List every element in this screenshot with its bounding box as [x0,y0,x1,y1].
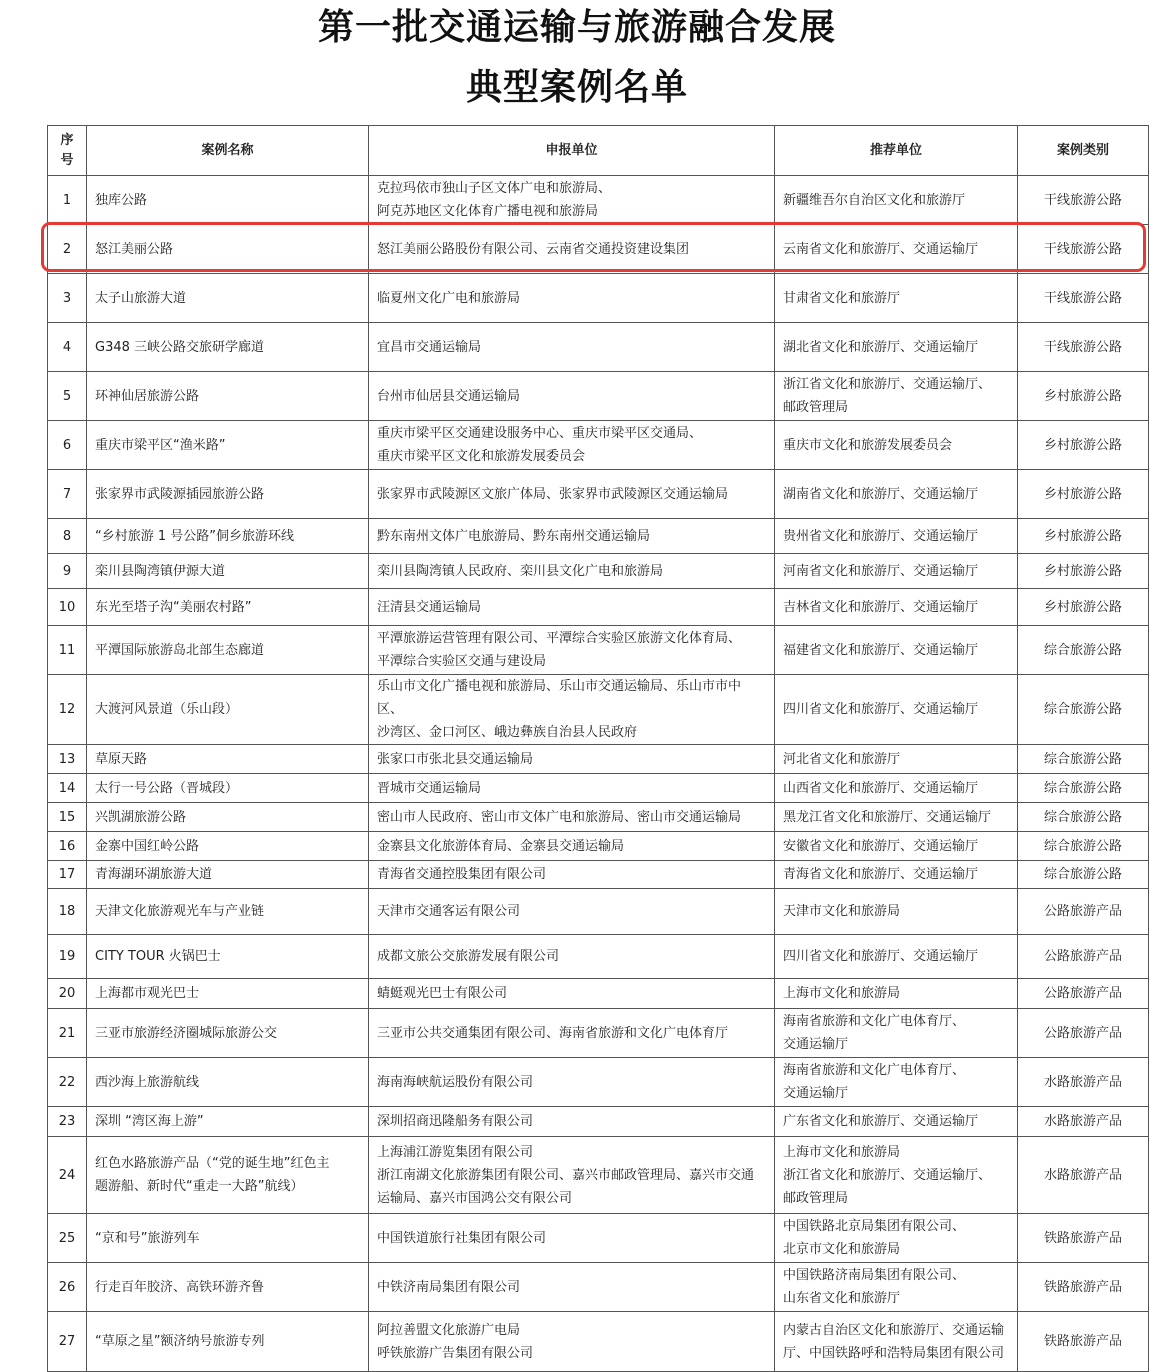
row-applicant: 临夏州文化广电和旅游局 [369,274,775,323]
row-applicant: 成都文旅公交旅游发展有限公司 [369,935,775,979]
table-row [48,519,1149,554]
row-recommender: 山西省文化和旅游厅、交通运输厅 [775,774,1018,803]
row-case-name: “乡村旅游 1 号公路”侗乡旅游环线 [87,519,369,554]
row-index: 1 [48,176,87,225]
row-case-name: “草原之星”额济纳号旅游专列 [87,1312,369,1372]
table-row [48,1107,1149,1137]
row-index: 6 [48,421,87,470]
row-category: 综合旅游公路 [1018,861,1149,889]
row-index: 21 [48,1009,87,1058]
row-applicant: 宜昌市交通运输局 [369,323,775,372]
row-applicant: 青海省交通控股集团有限公司 [369,861,775,889]
row-index: 11 [48,626,87,675]
row-index: 7 [48,470,87,519]
row-recommender: 黑龙江省文化和旅游厅、交通运输厅 [775,803,1018,832]
table-row [48,589,1149,626]
row-recommender: 湖北省文化和旅游厅、交通运输厅 [775,323,1018,372]
row-recommender: 云南省文化和旅游厅、交通运输厅 [775,225,1018,274]
row-recommender: 中国铁路济南局集团有限公司、 山东省文化和旅游厅 [775,1263,1018,1312]
row-case-name: 西沙海上旅游航线 [87,1058,369,1107]
row-category: 干线旅游公路 [1018,225,1149,274]
row-category: 干线旅游公路 [1018,176,1149,225]
row-recommender: 天津市文化和旅游局 [775,889,1018,935]
row-index: 4 [48,323,87,372]
row-category: 综合旅游公路 [1018,626,1149,675]
row-index: 24 [48,1137,87,1214]
row-recommender: 海南省旅游和文化广电体育厅、 交通运输厅 [775,1009,1018,1058]
row-case-name: CITY TOUR 火锅巴士 [87,935,369,979]
row-category: 乡村旅游公路 [1018,421,1149,470]
row-category: 综合旅游公路 [1018,675,1149,745]
row-applicant: 张家口市张北县交通运输局 [369,745,775,774]
row-recommender: 中国铁路北京局集团有限公司、 北京市文化和旅游局 [775,1214,1018,1263]
row-case-name: “京和号”旅游列车 [87,1214,369,1263]
row-case-name: 上海都市观光巴士 [87,979,369,1009]
row-index: 10 [48,589,87,626]
row-case-name: 独库公路 [87,176,369,225]
row-category: 水路旅游产品 [1018,1107,1149,1137]
row-case-name: 兴凯湖旅游公路 [87,803,369,832]
row-case-name: 东光至塔子沟“美丽农村路” [87,589,369,626]
table-row [48,889,1149,935]
row-recommender: 重庆市文化和旅游发展委员会 [775,421,1018,470]
row-applicant: 金寨县文化旅游体育局、金寨县交通运输局 [369,832,775,861]
table-header-row [48,126,1149,176]
case-list-table [47,125,1149,1372]
header-index: 序 号 [48,126,87,176]
row-category: 公路旅游产品 [1018,935,1149,979]
row-recommender: 浙江省文化和旅游厅、交通运输厅、 邮政管理局 [775,372,1018,421]
row-case-name: 三亚市旅游经济圈城际旅游公交 [87,1009,369,1058]
row-recommender: 河南省文化和旅游厅、交通运输厅 [775,554,1018,589]
row-category: 公路旅游产品 [1018,889,1149,935]
row-index: 8 [48,519,87,554]
table-row [48,1137,1149,1214]
table-row [48,1058,1149,1107]
row-recommender: 上海市文化和旅游局 浙江省文化和旅游厅、交通运输厅、 邮政管理局 [775,1137,1018,1214]
row-index: 16 [48,832,87,861]
table-row [48,372,1149,421]
row-case-name: 太行一号公路（晋城段） [87,774,369,803]
table-row [48,470,1149,519]
row-case-name: G348 三峡公路交旅研学廊道 [87,323,369,372]
row-case-name: 重庆市梁平区“渔米路” [87,421,369,470]
row-case-name: 怒江美丽公路 [87,225,369,274]
row-applicant: 蜻蜓观光巴士有限公司 [369,979,775,1009]
header-recommender: 推荐单位 [775,126,1018,176]
row-category: 干线旅游公路 [1018,274,1149,323]
table-row [48,803,1149,832]
row-case-name: 红色水路旅游产品（“党的诞生地”红色主 题游船、新时代“重走一大路”航线） [87,1137,369,1214]
row-case-name: 青海湖环湖旅游大道 [87,861,369,889]
row-category: 乡村旅游公路 [1018,589,1149,626]
row-recommender: 海南省旅游和文化广电体育厅、 交通运输厅 [775,1058,1018,1107]
row-case-name: 太子山旅游大道 [87,274,369,323]
row-category: 公路旅游产品 [1018,979,1149,1009]
row-recommender: 四川省文化和旅游厅、交通运输厅 [775,935,1018,979]
table-row [48,675,1149,745]
table-row [48,1312,1149,1372]
row-index: 18 [48,889,87,935]
row-recommender: 内蒙古自治区文化和旅游厅、交通运输 厅、中国铁路呼和浩特局集团有限公司 [775,1312,1018,1372]
row-applicant: 晋城市交通运输局 [369,774,775,803]
row-applicant: 张家界市武陵源区文旅广体局、张家界市武陵源区交通运输局 [369,470,775,519]
row-recommender: 上海市文化和旅游局 [775,979,1018,1009]
row-index: 20 [48,979,87,1009]
row-category: 综合旅游公路 [1018,803,1149,832]
row-recommender: 广东省文化和旅游厅、交通运输厅 [775,1107,1018,1137]
header-applicant: 申报单位 [369,126,775,176]
row-recommender: 河北省文化和旅游厅 [775,745,1018,774]
row-applicant: 克拉玛依市独山子区文体广电和旅游局、 阿克苏地区文化体育广播电视和旅游局 [369,176,775,225]
header-category: 案例类别 [1018,126,1149,176]
table-row [48,421,1149,470]
row-applicant: 平潭旅游运营管理有限公司、平潭综合实验区旅游文化体育局、 平潭综合实验区交通与建设局 [369,626,775,675]
table-row [48,626,1149,675]
row-category: 综合旅游公路 [1018,774,1149,803]
row-case-name: 行走百年胶济、高铁环游齐鲁 [87,1263,369,1312]
row-index: 2 [48,225,87,274]
row-recommender: 福建省文化和旅游厅、交通运输厅 [775,626,1018,675]
row-category: 铁路旅游产品 [1018,1263,1149,1312]
row-category: 综合旅游公路 [1018,832,1149,861]
row-index: 25 [48,1214,87,1263]
row-recommender: 青海省文化和旅游厅、交通运输厅 [775,861,1018,889]
table-row [48,1263,1149,1312]
row-index: 22 [48,1058,87,1107]
row-recommender: 甘肃省文化和旅游厅 [775,274,1018,323]
row-case-name: 金寨中国红岭公路 [87,832,369,861]
page-title-line-1: 第一批交通运输与旅游融合发展 [317,7,836,48]
row-category: 干线旅游公路 [1018,323,1149,372]
row-applicant: 中铁济南局集团有限公司 [369,1263,775,1312]
page-title-line-2: 典型案例名单 [465,67,688,108]
row-applicant: 深圳招商迅隆船务有限公司 [369,1107,775,1137]
row-applicant: 黔东南州文体广电旅游局、黔东南州交通运输局 [369,519,775,554]
row-applicant: 重庆市梁平区交通建设服务中心、重庆市梁平区交通局、 重庆市梁平区文化和旅游发展委员会 [369,421,775,470]
row-applicant: 海南海峡航运股份有限公司 [369,1058,775,1107]
row-index: 3 [48,274,87,323]
row-applicant: 栾川县陶湾镇人民政府、栾川县文化广电和旅游局 [369,554,775,589]
table-row [48,774,1149,803]
row-applicant: 乐山市文化广播电视和旅游局、乐山市交通运输局、乐山市市中区、 沙湾区、金口河区、峨边彝族自治县人民政府 [369,675,775,745]
table-row [48,861,1149,889]
row-index: 26 [48,1263,87,1312]
row-applicant: 天津市交通客运有限公司 [369,889,775,935]
row-applicant: 阿拉善盟文化旅游广电局 呼铁旅游广告集团有限公司 [369,1312,775,1372]
table-row [48,1214,1149,1263]
row-case-name: 草原天路 [87,745,369,774]
row-applicant: 中国铁道旅行社集团有限公司 [369,1214,775,1263]
row-applicant: 台州市仙居县交通运输局 [369,372,775,421]
row-case-name: 大渡河风景道（乐山段） [87,675,369,745]
row-category: 乡村旅游公路 [1018,470,1149,519]
row-applicant: 怒江美丽公路股份有限公司、云南省交通投资建设集团 [369,225,775,274]
row-applicant: 上海浦江游览集团有限公司 浙江南湖文化旅游集团有限公司、嘉兴市邮政管理局、嘉兴市交通 运输局、嘉兴市国鸿公交有限公司 [369,1137,775,1214]
table-row [48,979,1149,1009]
row-index: 15 [48,803,87,832]
table-row [48,554,1149,589]
row-applicant: 三亚市公共交通集团有限公司、海南省旅游和文化广电体育厅 [369,1009,775,1058]
row-recommender: 贵州省文化和旅游厅、交通运输厅 [775,519,1018,554]
row-recommender: 四川省文化和旅游厅、交通运输厅 [775,675,1018,745]
row-recommender: 安徽省文化和旅游厅、交通运输厅 [775,832,1018,861]
table-row [48,323,1149,372]
row-recommender: 吉林省文化和旅游厅、交通运输厅 [775,589,1018,626]
row-category: 乡村旅游公路 [1018,554,1149,589]
table-row [48,1009,1149,1058]
row-case-name: 栾川县陶湾镇伊源大道 [87,554,369,589]
row-index: 19 [48,935,87,979]
row-index: 13 [48,745,87,774]
table-row [48,225,1149,274]
row-category: 水路旅游产品 [1018,1058,1149,1107]
table-row [48,745,1149,774]
row-category: 铁路旅游产品 [1018,1312,1149,1372]
row-category: 水路旅游产品 [1018,1137,1149,1214]
row-case-name: 深圳 “湾区海上游” [87,1107,369,1137]
table-row [48,832,1149,861]
row-applicant: 密山市人民政府、密山市文体广电和旅游局、密山市交通运输局 [369,803,775,832]
row-case-name: 平潭国际旅游岛北部生态廊道 [87,626,369,675]
row-category: 公路旅游产品 [1018,1009,1149,1058]
table-body [48,176,1149,1372]
row-index: 23 [48,1107,87,1137]
row-case-name: 张家界市武陵源插园旅游公路 [87,470,369,519]
row-category: 乡村旅游公路 [1018,372,1149,421]
table-row [48,176,1149,225]
row-case-name: 天津文化旅游观光车与产业链 [87,889,369,935]
row-category: 乡村旅游公路 [1018,519,1149,554]
row-index: 5 [48,372,87,421]
row-category: 铁路旅游产品 [1018,1214,1149,1263]
row-index: 9 [48,554,87,589]
header-case-name: 案例名称 [87,126,369,176]
row-index: 12 [48,675,87,745]
row-recommender: 湖南省文化和旅游厅、交通运输厅 [775,470,1018,519]
row-index: 14 [48,774,87,803]
row-case-name: 环神仙居旅游公路 [87,372,369,421]
table-row [48,935,1149,979]
table-row [48,274,1149,323]
row-category: 综合旅游公路 [1018,745,1149,774]
row-index: 27 [48,1312,87,1372]
row-index: 17 [48,861,87,889]
row-recommender: 新疆维吾尔自治区文化和旅游厅 [775,176,1018,225]
row-applicant: 汪清县交通运输局 [369,589,775,626]
